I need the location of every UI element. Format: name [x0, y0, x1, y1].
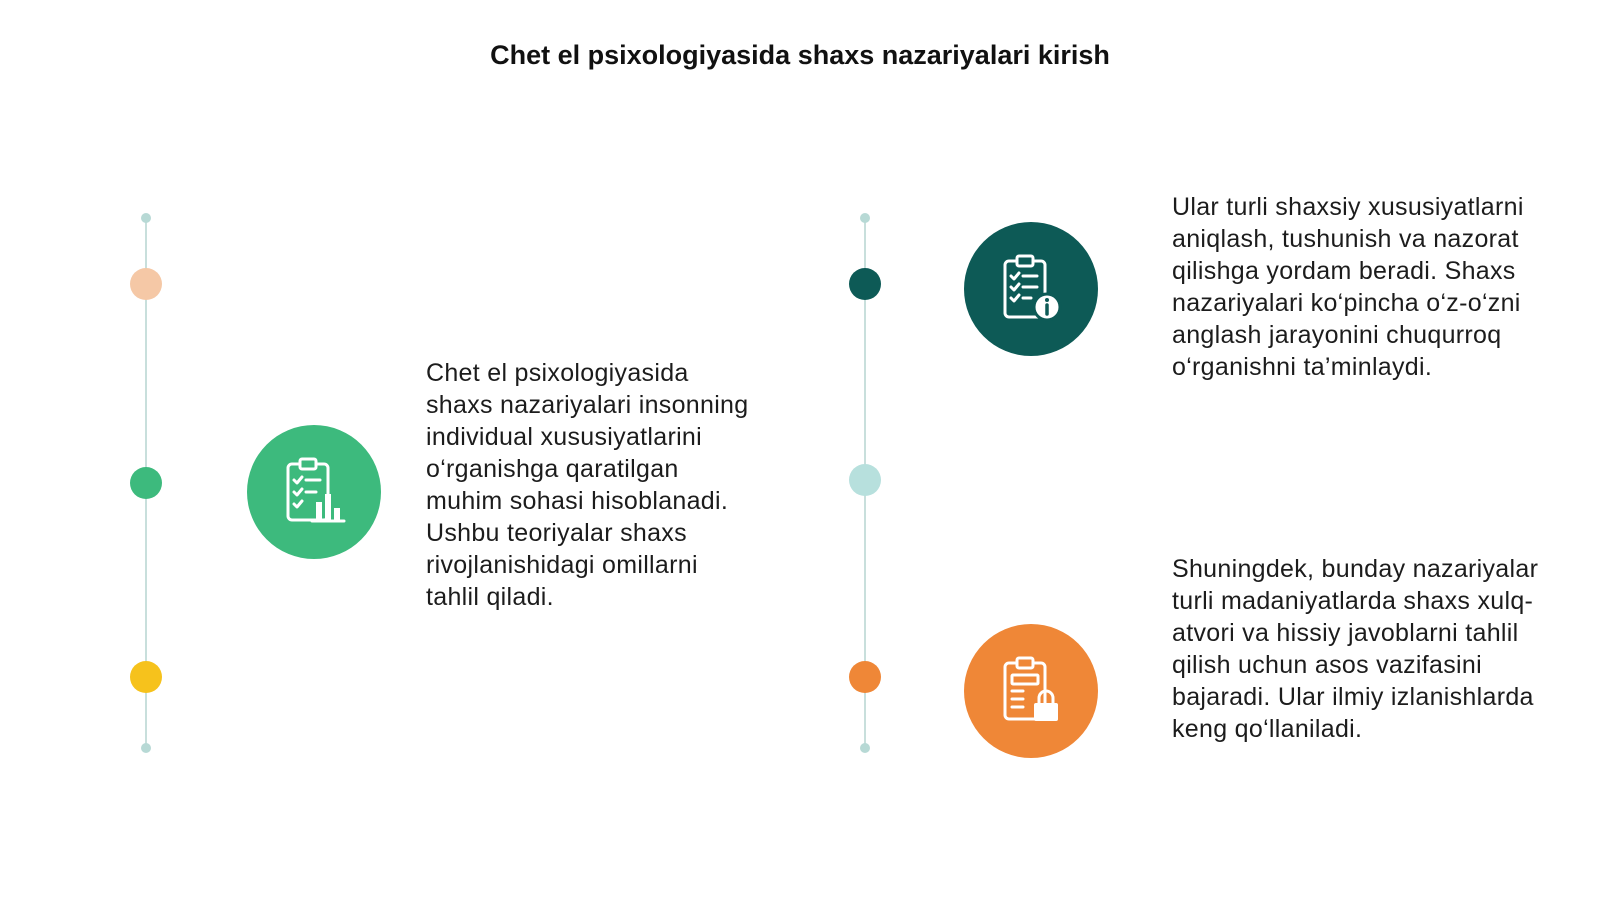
- timeline-left: [128, 210, 164, 760]
- timeline-end-dot: [141, 213, 151, 223]
- timeline-dot-mint: [849, 464, 881, 496]
- timeline-end-dot: [141, 743, 151, 753]
- timeline-dot-green: [130, 467, 162, 499]
- item-text-1: Chet el psixologiyasida shaxs nazariyalari insonning individual xususiyatlarini o‘rganishga qaratilgan muhim sohasi hisoblanadi. Ushbu teoriyalar shaxs rivojlanishidagi omillarni tahlil qiladi.: [426, 359, 749, 611]
- clipboard-lock-icon: [964, 624, 1098, 758]
- timeline-dot-yellow: [130, 661, 162, 693]
- clipboard-chart-icon: [247, 425, 381, 559]
- timeline-right: [847, 210, 883, 760]
- item-text-3: Shuningdek, bunday nazariyalar turli madaniyatlarda shaxs xulq-atvori va hissiy javoblarni tahlil qilish uchun asos vazifasini bajaradi. Ular ilmiy izlanishlarda keng qo‘llaniladi.: [1172, 555, 1539, 743]
- timeline-dot-teal: [849, 268, 881, 300]
- page-title: Chet el psixologiyasida shaxs nazariyalari kirish: [490, 40, 1110, 70]
- clipboard-info-icon: [964, 222, 1098, 356]
- timeline-end-dot: [860, 213, 870, 223]
- timeline-dot-peach: [130, 268, 162, 300]
- timeline-end-dot: [860, 743, 870, 753]
- timeline-dot-orange: [849, 661, 881, 693]
- item-text-2: Ular turli shaxsiy xususiyatlarni aniqlash, tushunish va nazorat qilishga yordam beradi. Shaxs nazariyalari ko‘pincha o‘z-o‘zni anglash jarayonini chuqurroq o‘rganishni ta’minlaydi.: [1172, 193, 1524, 381]
